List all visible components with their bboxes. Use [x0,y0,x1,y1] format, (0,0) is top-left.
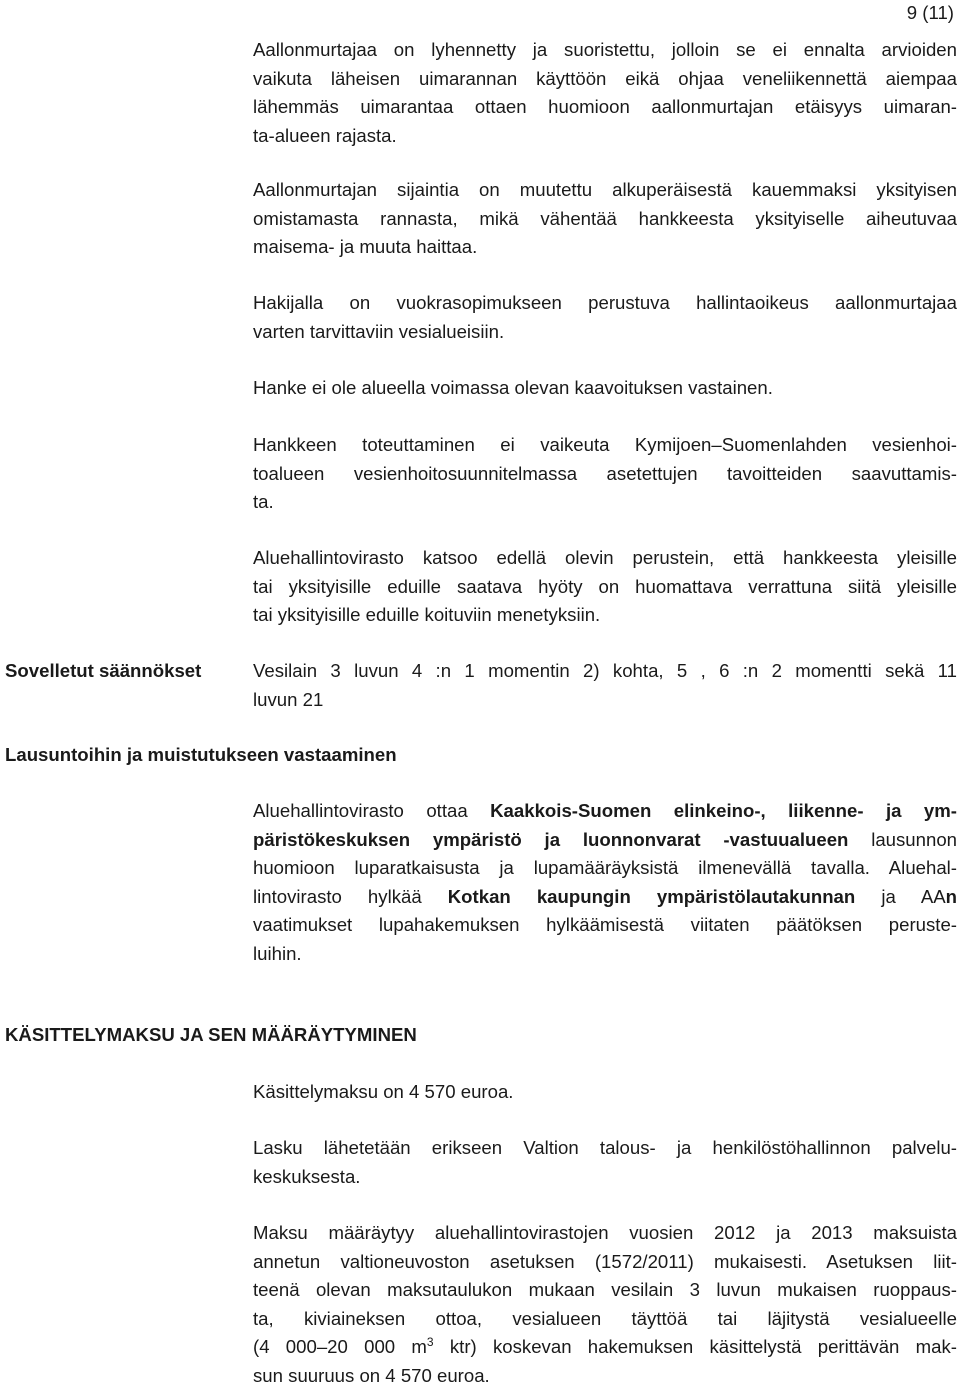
bold-text-run: Kotkan kaupungin ympäristölautakunnan [447,885,856,907]
text-line: Hankkeen toteuttaminen ei vaikeuta Kymijoen–Suomenlahden vesienhoi- [253,434,957,455]
text-line: lähemmäs uimarantaa ottaen huomioon aallonmurtajan etäisyys uimaran- [253,96,957,118]
text-line [253,1333,957,1362]
text-run: Aluehallintovirasto ottaa [253,800,491,821]
text-line: Aallonmurtajaa on lyhennetty ja suoristettu, jolloin se ei ennalta arvioiden [253,39,957,60]
text-line: toalueen vesienhoitosuunnitelmassa asetettujen tavoitteiden saavuttamis- [253,462,957,484]
paragraph-statements-response [253,797,957,969]
paragraph-fee-basis [253,1219,957,1391]
text-line [253,826,957,855]
text-line: annetun valtioneuvoston asetuksen (1572/2011) mukaisesti. Asetuksen liit- [253,1250,957,1272]
text-run: ktr) koskevan hakemuksen käsittelystä perittävän mak- [433,1336,957,1358]
text-line: tai yksityisille eduille koituviin menetyksiin. [253,604,601,626]
text-line: Hanke ei ole alueella voimassa olevan kaavoituksen vastainen. [253,377,773,398]
text-line: Aluehallintovirasto katsoo edellä olevin perustein, että hankkeesta yleisille [253,547,957,568]
bold-text-run: n [945,885,957,907]
text-run: lintovirasto hylkää [253,885,448,907]
text-line: Lasku lähetetään erikseen Valtion talous- ja henkilöstöhallinnon palvelu- [253,1137,957,1158]
bold-text-run: päristökeskuksen ympäristö ja luonnonvarat -vastuualueen [253,828,849,850]
text-line: maisema- ja muuta haittaa. [253,236,478,258]
text-line: teenä olevan maksutaulukon mukaan vesilain 3 luvun mukaisen ruoppaus- [253,1279,957,1301]
text-line: huomioon luparatkaisusta ja lupamääräyksistä ilmenevällä tavalla. Aluehal- [253,857,957,879]
text-line: ta-alueen rajasta. [253,124,397,146]
page-number: 9 (11) [906,2,954,23]
paragraph-water-management [253,431,957,517]
text-line: luihin. [253,942,302,964]
paragraph-zoning [253,374,957,403]
text-line: luvun 21 [253,688,324,710]
paragraph-conclusion [253,544,957,630]
text-line [253,883,957,912]
text-line: ta, kiviaineksen ottoa, vesialueen täyttöä tai läjitystä vesialueelle [253,1307,957,1329]
paragraph-invoice [253,1134,957,1191]
text-line: vaatimukset lupahakemuksen hylkäämisestä viitaten päätöksen peruste- [253,914,957,936]
bold-text-run: Kaakkois-Suomen elinkeino-, liikenne- ja ym- [490,800,957,821]
paragraph-right-of-use [253,289,957,346]
text-line: omistamasta rannasta, mikä vähentää hankkeesta yksityiselle aiheutuvaa [253,207,957,229]
text-run: (4 000–20 000 m [253,1336,427,1358]
text-run: lausunnon [848,828,958,850]
paragraph-fee-amount [253,1078,957,1107]
text-line: keskuksesta. [253,1165,361,1187]
superscript: 3 [426,1335,434,1350]
text-line: Vesilain 3 luvun 4 :n 1 momentin 2) kohta, 5 , 6 :n 2 momentti sekä 11 [253,660,957,681]
paragraph-breakwater-location [253,176,957,262]
text-line: ta. [253,491,274,513]
text-line: sun suuruus on 4 570 euroa. [253,1364,490,1386]
section-heading-statements: Lausuntoihin ja muistutukseen vastaaminen [5,744,397,765]
text-line: varten tarvittaviin vesialueisiin. [253,320,505,342]
text-line: Hakijalla on vuokrasopimukseen perustuva hallintaoikeus aallonmurtajaa [253,292,957,313]
section-heading-processing-fee: KÄSITTELYMAKSU JA SEN MÄÄRÄYTYMINEN [5,1024,417,1045]
text-line [253,797,957,826]
text-line: Käsittelymaksu on 4 570 euroa. [253,1081,514,1102]
applied-provisions-text [253,657,957,714]
text-line: Aallonmurtajan sijaintia on muutettu alkuperäisestä kauemmaksi yksityisen [253,179,957,200]
paragraph-breakwater-shortened [253,36,957,150]
section-label-applied-provisions: Sovelletut säännökset [5,660,202,681]
text-line: Maksu määräytyy aluehallintovirastojen vuosien 2012 ja 2013 maksuista [253,1222,957,1243]
text-line: tai yksityisille eduille saatava hyöty on huomattava verrattuna siitä yleisille [253,575,957,597]
text-line: vaikuta läheisen uimarannan käyttöön eikä ohjaa veneliikennettä aiempaa [253,67,957,89]
text-run: ja AA [855,885,946,907]
